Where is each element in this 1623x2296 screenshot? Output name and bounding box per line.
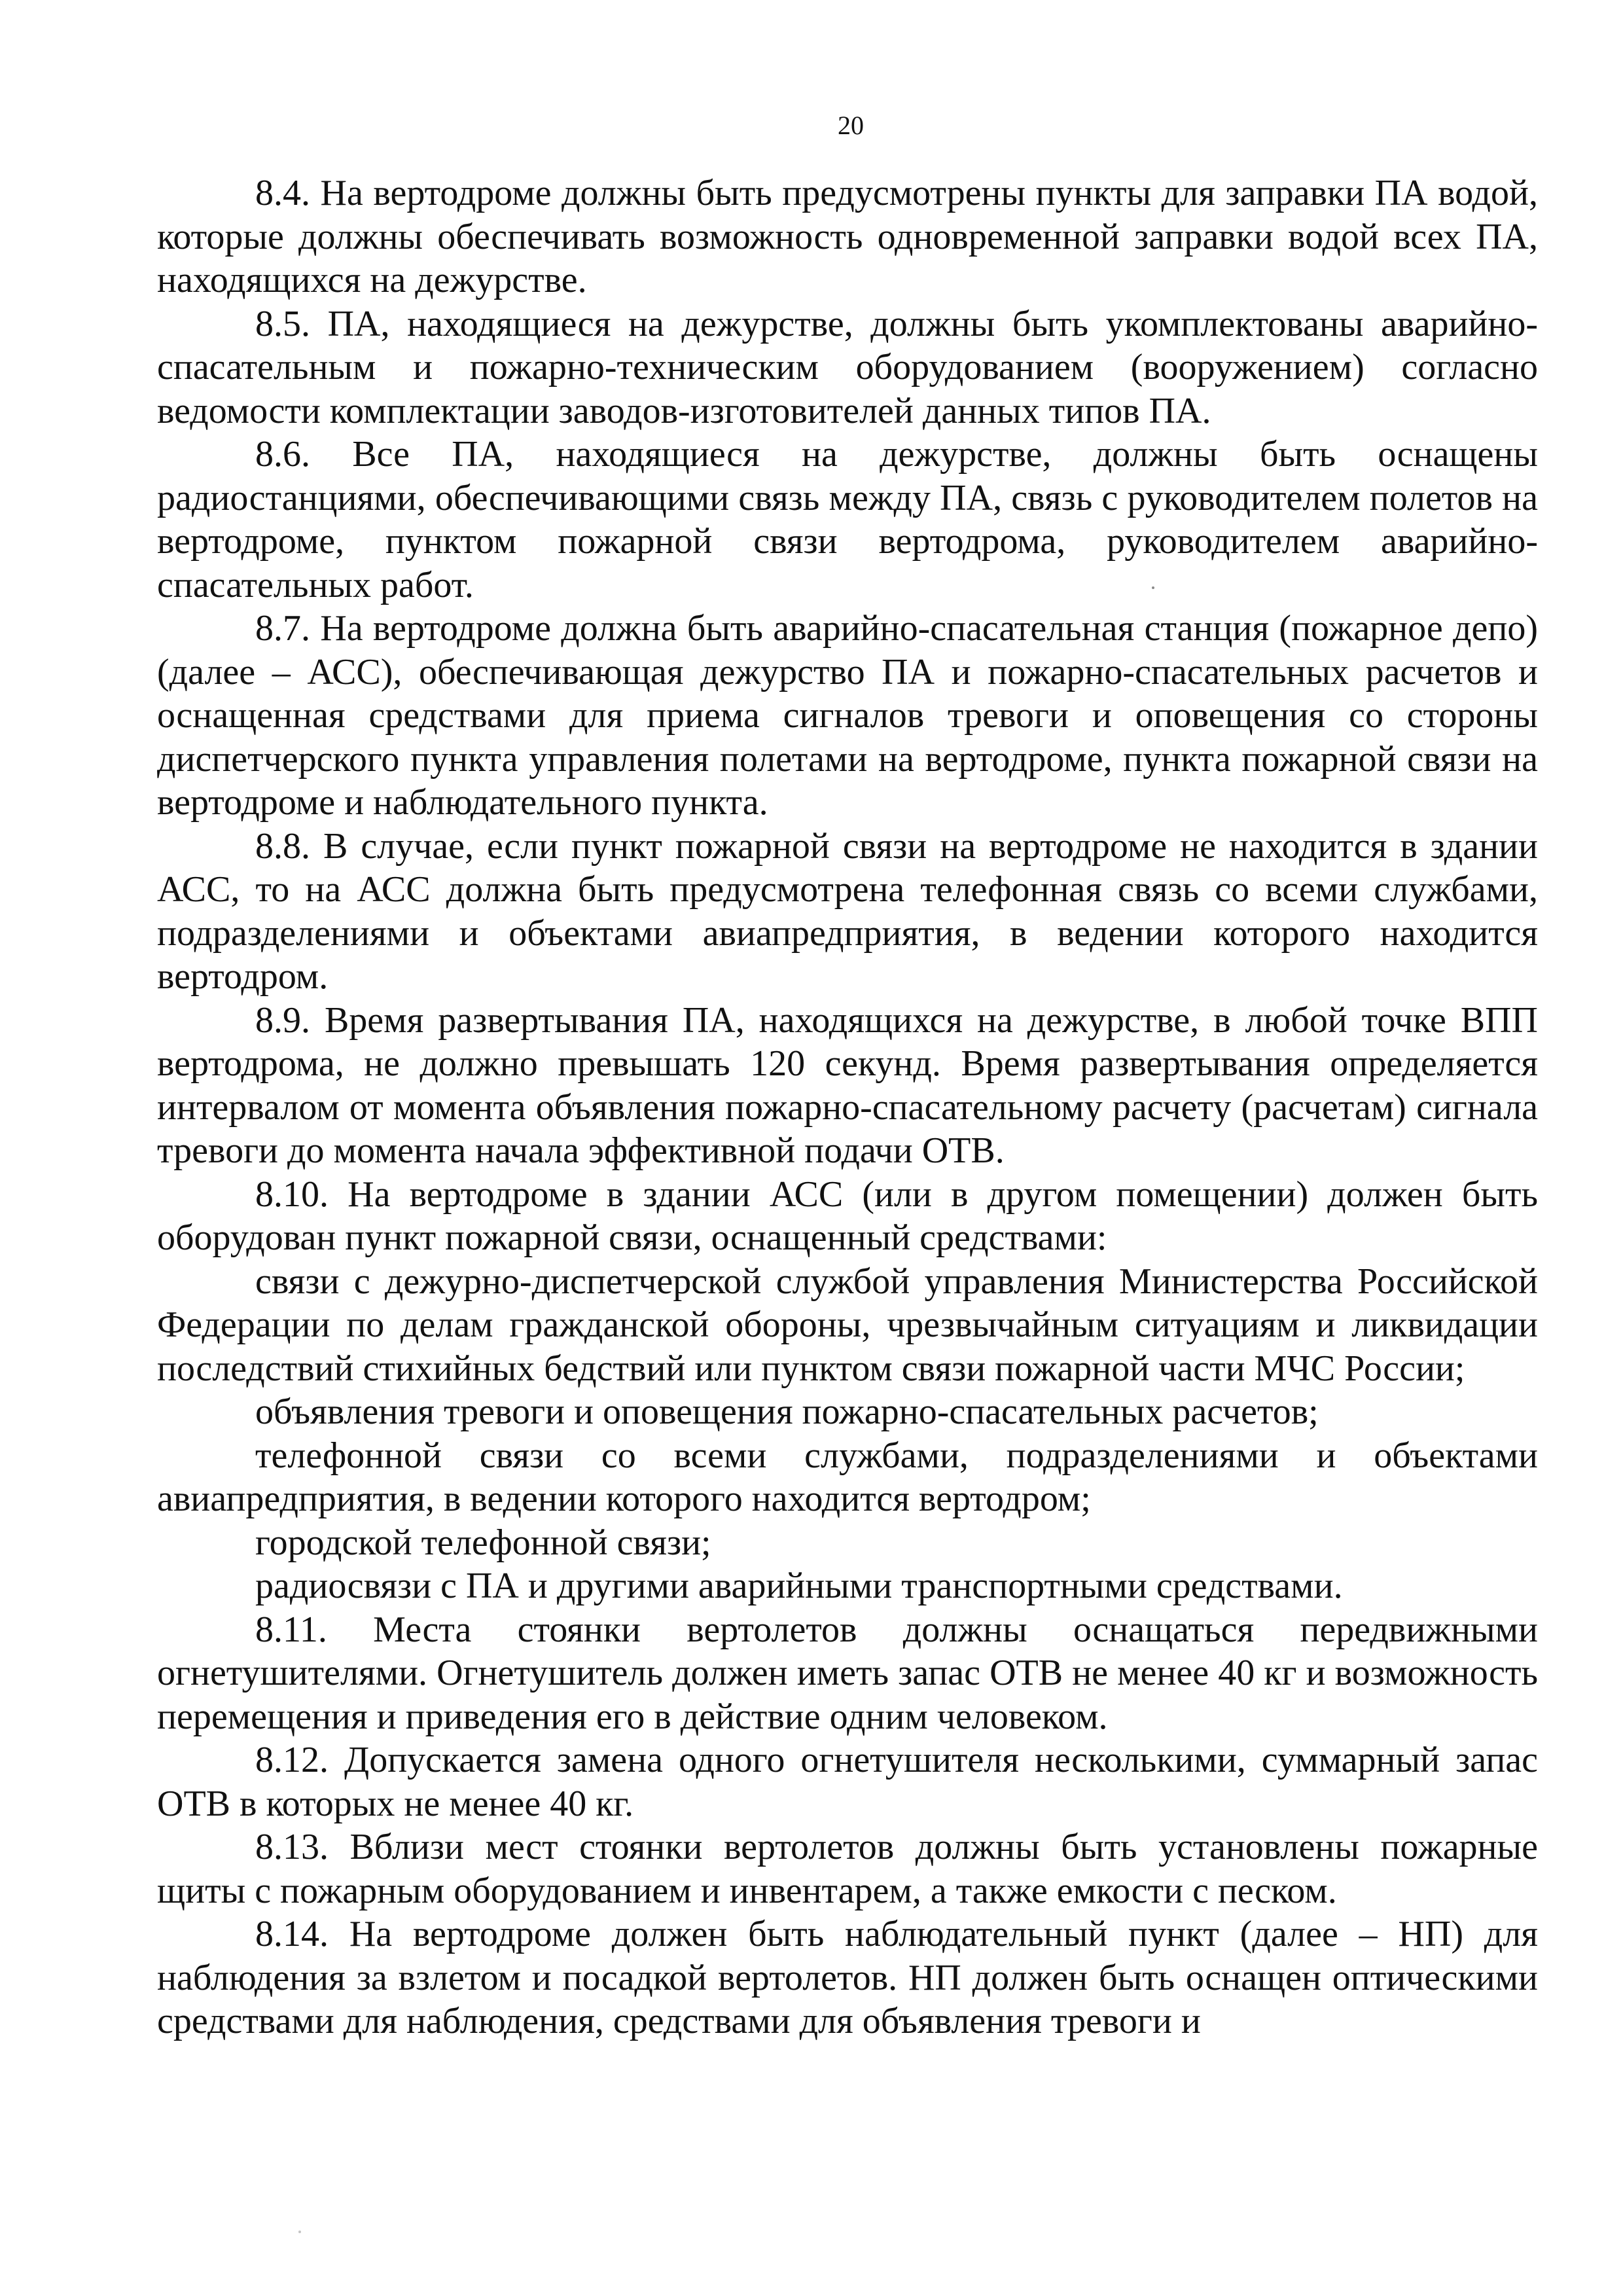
page-number: 20 bbox=[838, 111, 864, 140]
paragraph-8-6: 8.6. Все ПА, находящиеся на дежурстве, должны быть оснащены радиостанциями, обеспечивающими связь между ПА, связь с руководителем полетов на вертодроме, пунктом пожарной связи вертодрома, руководителем аварийно-спасательных работ. bbox=[157, 434, 1538, 605]
paragraph-8-10: 8.10. На вертодроме в здании АСС (или в другом помещении) должен быть оборудован пункт пожарной связи, оснащенный средствами: bbox=[157, 1174, 1538, 1258]
paragraph-8-7: 8.7. На вертодроме должна быть аварийно-спасательная станция (пожарное депо) (далее – АСС), обеспечивающая дежурство ПА и пожарно-спасательных расчетов и оснащенная средствами для приема сигналов тревоги и оповещения со стороны диспетчерского пункта управления полетами на вертодроме, пункта пожарной связи на вертодроме и наблюдательного пункта. bbox=[157, 608, 1538, 823]
list-item-communication-mchs: связи с дежурно-диспетчерской службой управления Министерства Российской Федерации по делам гражданской обороны, чрезвычайным ситуациям и ликвидации последствий стихийных бедствий или пунктом связи пожарной части МЧС России; bbox=[157, 1261, 1538, 1389]
scan-artifact-dot bbox=[298, 2231, 301, 2233]
list-item-telephone-services: телефонной связи со всеми службами, подразделениями и объектами авиапредприятия, в ведении которого находится вертодром; bbox=[157, 1435, 1538, 1519]
list-item-radio-communication: радиосвязи с ПА и другими аварийными транспортными средствами. bbox=[255, 1566, 1343, 1606]
paragraph-8-12: 8.12. Допускается замена одного огнетушителя несколькими, суммарный запас ОТВ в которых не менее 40 кг. bbox=[157, 1740, 1538, 1824]
paragraph-8-9: 8.9. Время развертывания ПА, находящихся на дежурстве, в любой точке ВПП вертодрома, не должно превышать 120 секунд. Время развертывания определяется интервалом от момента объявления пожарно-спасательному расчету (расчетам) сигнала тревоги до момента начала эффективной подачи ОТВ. bbox=[157, 999, 1538, 1171]
list-item-city-telephone: городской телефонной связи; bbox=[255, 1522, 711, 1563]
paragraph-8-14: 8.14. На вертодроме должен быть наблюдательный пункт (далее – НП) для наблюдения за взлетом и посадкой вертолетов. НП должен быть оснащен оптическими средствами для наблюдения, средствами для объявления тревоги и bbox=[157, 1914, 1538, 2041]
scan-artifact-dot bbox=[1152, 586, 1154, 589]
paragraph-8-11: 8.11. Места стоянки вертолетов должны оснащаться передвижными огнетушителями. Огнетушитель должен иметь запас ОТВ не менее 40 кг и возможность перемещения и приведения его в действие одним человеком. bbox=[157, 1609, 1538, 1737]
paragraph-8-8: 8.8. В случае, если пункт пожарной связи на вертодроме не находится в здании АСС, то на АСС должна быть предусмотрена телефонная связь со всеми службами, подразделениями и объектами авиапредприятия, в ведении которого находится вертодром. bbox=[157, 825, 1538, 997]
paragraph-8-13: 8.13. Вблизи мест стоянки вертолетов должны быть установлены пожарные щиты с пожарным оборудованием и инвентарем, а также емкости с песком. bbox=[157, 1827, 1538, 1911]
paragraph-8-4: 8.4. На вертодроме должны быть предусмотрены пункты для заправки ПА водой, которые должны обеспечивать возможность одновременной заправки водой всех ПА, находящихся на дежурстве. bbox=[157, 173, 1538, 300]
document-body bbox=[157, 171, 1538, 2043]
paragraph-8-5: 8.5. ПА, находящиеся на дежурстве, должны быть укомплектованы аварийно-спасательным и пожарно-техническим оборудованием (вооружением) согласно ведомости комплектации заводов-изготовителей данных типов ПА. bbox=[157, 303, 1538, 431]
list-item-alarm-announcement: объявления тревоги и оповещения пожарно-спасательных расчетов; bbox=[255, 1391, 1319, 1432]
